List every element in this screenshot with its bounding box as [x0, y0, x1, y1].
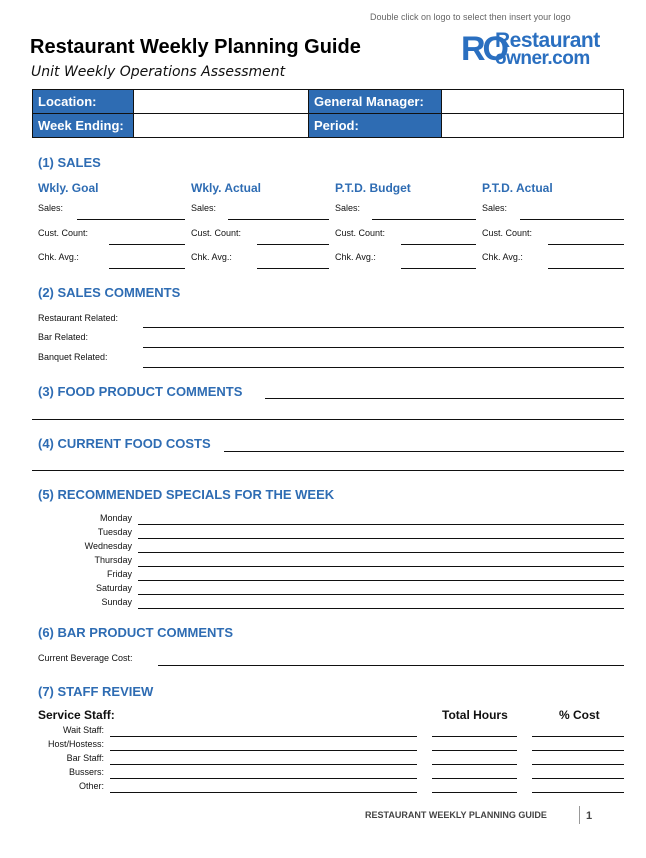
wait-staff-label: Wait Staff:	[62, 725, 104, 735]
page-number: 1	[586, 810, 593, 822]
saturday-line[interactable]	[138, 594, 624, 595]
ptd-sales-label: Sales:	[482, 203, 508, 213]
food-product-line-2[interactable]	[32, 419, 624, 420]
bussers-cost[interactable]	[532, 778, 624, 779]
actual-count-line[interactable]	[257, 244, 329, 245]
host-label: Host/Hostess:	[47, 739, 104, 749]
logo-line-1: Restaurant	[495, 29, 600, 52]
general-manager-field[interactable]	[442, 90, 624, 114]
actual-count-label: Cust. Count:	[191, 228, 242, 238]
goal-sales-line[interactable]	[77, 219, 185, 220]
host-hours[interactable]	[432, 750, 517, 751]
budget-count-line[interactable]	[401, 244, 476, 245]
other-line[interactable]	[110, 792, 417, 793]
page-subtitle: Unit Weekly Operations Assessment	[31, 64, 286, 80]
budget-sales-label: Sales:	[335, 203, 361, 213]
day-thursday: Thursday	[94, 555, 132, 565]
day-monday: Monday	[99, 513, 132, 523]
host-line[interactable]	[110, 750, 417, 751]
goal-avg-line[interactable]	[109, 268, 185, 269]
actual-sales-label: Sales:	[191, 203, 217, 213]
other-hours[interactable]	[432, 792, 517, 793]
week-ending-field[interactable]	[134, 114, 309, 138]
specials-heading: (5) RECOMMENDED SPECIALS FOR THE WEEK	[38, 487, 335, 502]
company-logo[interactable]	[461, 29, 600, 72]
tuesday-line[interactable]	[138, 538, 624, 539]
day-wednesday: Wednesday	[84, 541, 132, 551]
actual-avg-label: Chk. Avg.:	[191, 252, 232, 262]
col-ptd-actual: P.T.D. Actual	[482, 181, 553, 195]
wednesday-line[interactable]	[138, 552, 624, 553]
bussers-line[interactable]	[110, 778, 417, 779]
beverage-cost-label: Current Beverage Cost:	[38, 653, 133, 663]
day-sunday: Sunday	[101, 597, 132, 607]
ptd-avg-line[interactable]	[548, 268, 624, 269]
sunday-line[interactable]	[138, 608, 624, 609]
budget-sales-line[interactable]	[372, 219, 476, 220]
ptd-count-label: Cust. Count:	[482, 228, 533, 238]
total-hours-header: Total Hours	[442, 708, 508, 722]
bar-related-line[interactable]	[143, 347, 624, 348]
ptd-sales-line[interactable]	[520, 219, 624, 220]
wait-staff-hours[interactable]	[432, 736, 517, 737]
restaurant-related-line[interactable]	[143, 327, 624, 328]
staff-heading: (7) STAFF REVIEW	[38, 684, 154, 699]
food-costs-line-2[interactable]	[32, 470, 624, 471]
budget-count-label: Cust. Count:	[335, 228, 386, 238]
goal-count-line[interactable]	[109, 244, 185, 245]
col-wkly-goal: Wkly. Goal	[38, 181, 99, 195]
banquet-related-line[interactable]	[143, 367, 624, 368]
actual-sales-line[interactable]	[228, 219, 329, 220]
friday-line[interactable]	[138, 580, 624, 581]
goal-sales-label: Sales:	[38, 203, 64, 213]
banquet-related-label: Banquet Related:	[38, 352, 108, 362]
bar-staff-label: Bar Staff:	[66, 753, 104, 763]
food-costs-heading: (4) CURRENT FOOD COSTS	[38, 436, 211, 451]
logo-mark: RO	[461, 30, 506, 68]
footer-text: RESTAURANT WEEKLY PLANNING GUIDE	[365, 810, 547, 820]
goal-count-label: Cust. Count:	[38, 228, 89, 238]
food-product-line-1[interactable]	[265, 398, 624, 399]
monday-line[interactable]	[138, 524, 624, 525]
goal-avg-label: Chk. Avg.:	[38, 252, 79, 262]
sales-heading: (1) SALES	[38, 155, 101, 170]
location-field[interactable]	[134, 90, 309, 114]
location-label: Location:	[33, 90, 134, 114]
thursday-line[interactable]	[138, 566, 624, 567]
bar-heading: (6) BAR PRODUCT COMMENTS	[38, 625, 233, 640]
col-wkly-actual: Wkly. Actual	[191, 181, 262, 195]
food-costs-line-1[interactable]	[224, 451, 624, 452]
budget-avg-line[interactable]	[401, 268, 476, 269]
beverage-cost-line[interactable]	[158, 665, 624, 666]
bar-staff-line[interactable]	[110, 764, 417, 765]
info-table	[32, 89, 624, 138]
logo-line-2: owner.com	[495, 48, 590, 69]
ptd-count-line[interactable]	[548, 244, 624, 245]
general-manager-label: General Manager:	[309, 90, 442, 114]
bar-staff-hours[interactable]	[432, 764, 517, 765]
bussers-label: Bussers:	[68, 767, 104, 777]
host-cost[interactable]	[532, 750, 624, 751]
day-tuesday: Tuesday	[97, 527, 132, 537]
ptd-avg-label: Chk. Avg.:	[482, 252, 523, 262]
day-friday: Friday	[106, 569, 132, 579]
period-field[interactable]	[442, 114, 624, 138]
bar-related-label: Bar Related:	[38, 332, 89, 342]
food-product-heading: (3) FOOD PRODUCT COMMENTS	[38, 384, 243, 399]
col-ptd-budget: P.T.D. Budget	[335, 181, 411, 195]
other-cost[interactable]	[532, 792, 624, 793]
pct-cost-header: % Cost	[559, 708, 600, 722]
actual-avg-line[interactable]	[257, 268, 329, 269]
other-label: Other:	[78, 781, 104, 791]
period-label: Period:	[309, 114, 442, 138]
sales-comments-heading: (2) SALES COMMENTS	[38, 285, 181, 300]
wait-staff-cost[interactable]	[532, 736, 624, 737]
wait-staff-line[interactable]	[110, 736, 417, 737]
day-saturday: Saturday	[95, 583, 132, 593]
restaurant-related-label: Restaurant Related:	[38, 313, 119, 323]
budget-avg-label: Chk. Avg.:	[335, 252, 376, 262]
logo-hint: Double click on logo to select then insert your logo	[370, 12, 571, 22]
page-title: Restaurant Weekly Planning Guide	[30, 36, 361, 58]
service-staff-label: Service Staff:	[38, 708, 115, 722]
bussers-hours[interactable]	[432, 778, 517, 779]
week-ending-label: Week Ending:	[33, 114, 134, 138]
footer-divider	[579, 806, 580, 824]
bar-staff-cost[interactable]	[532, 764, 624, 765]
